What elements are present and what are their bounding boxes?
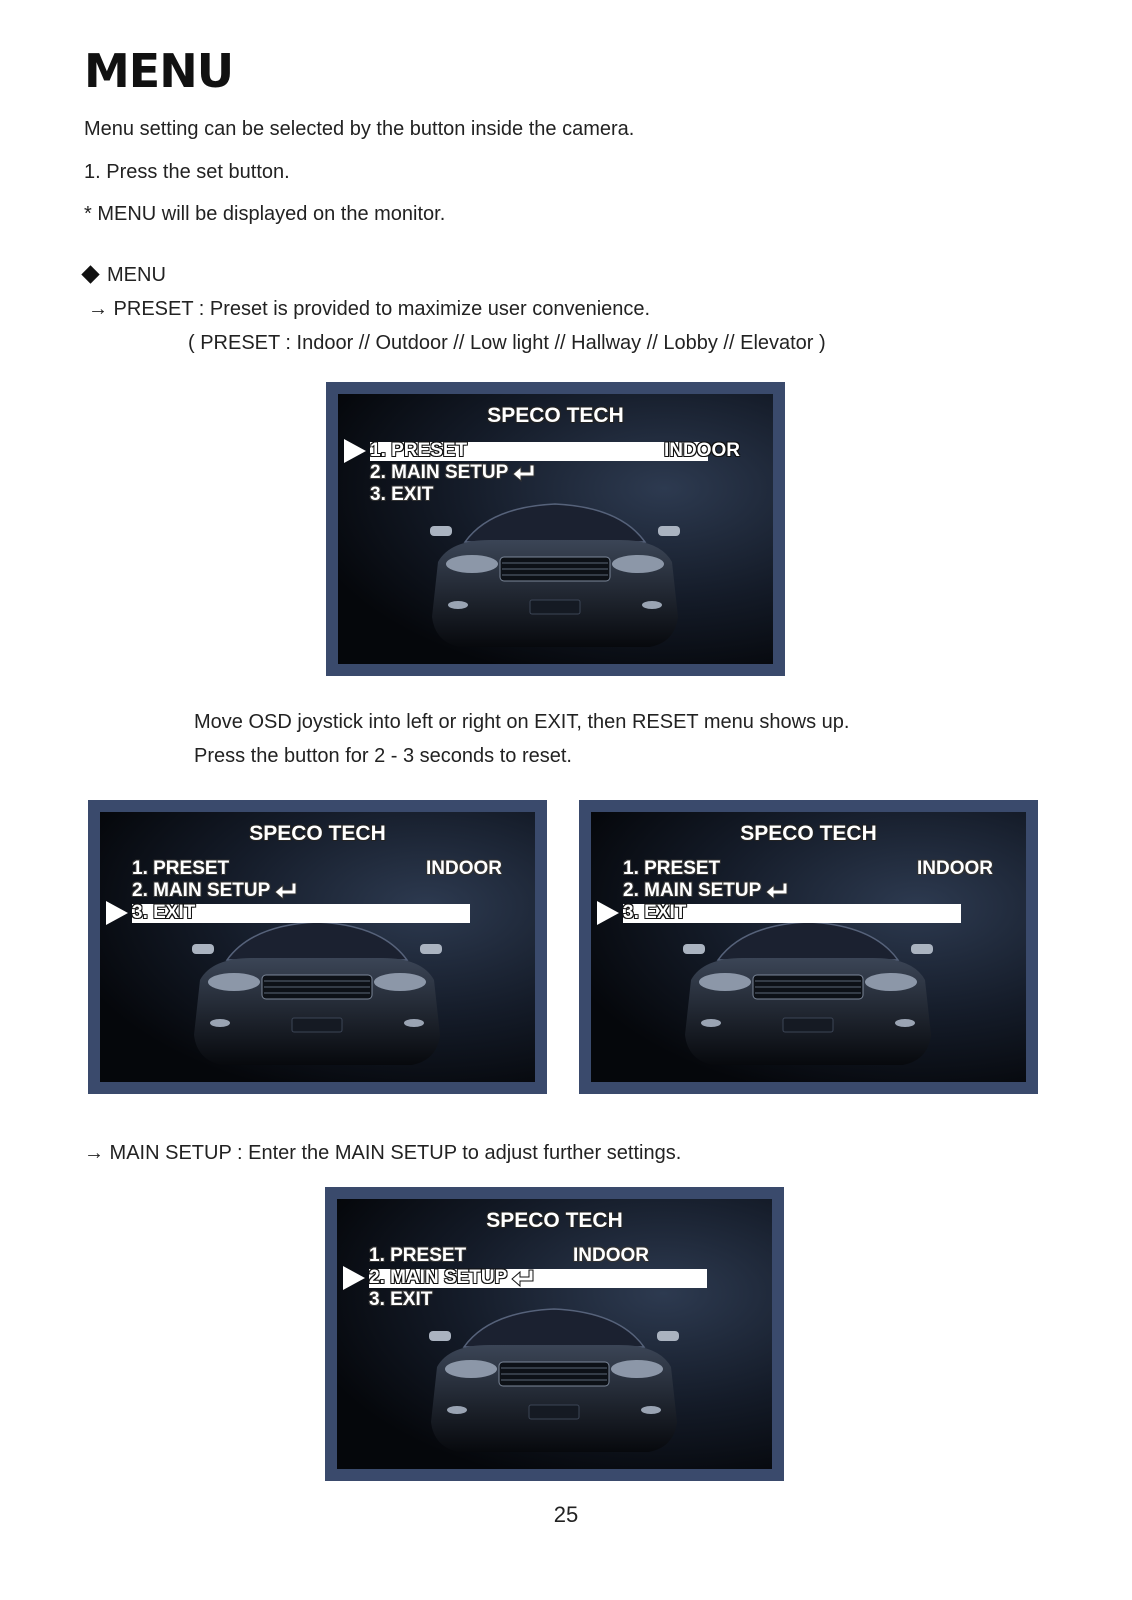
menu-item-main-setup-label: 2. MAIN SETUP xyxy=(370,462,509,483)
menu-item-exit[interactable]: 3. EXIT xyxy=(369,1289,433,1310)
menu-item-main-setup[interactable] xyxy=(132,880,298,902)
menu-item-preset[interactable]: 1. PRESET xyxy=(369,1245,467,1266)
preset-value: INDOOR xyxy=(573,1245,649,1266)
menu-item-main-setup[interactable] xyxy=(623,880,789,902)
exit-instruction-1: Move OSD joystick into left or right on EXIT, then RESET menu shows up. xyxy=(194,711,850,733)
section-heading xyxy=(80,264,166,287)
menu-item-main-setup[interactable] xyxy=(369,1267,535,1289)
osd-screen-exit-selected-a xyxy=(88,800,547,1094)
triangle-right-cursor-icon xyxy=(597,901,619,925)
osd-display xyxy=(338,394,773,664)
osd-title: SPECO TECH xyxy=(487,404,624,427)
section-label: MENU xyxy=(107,264,166,286)
osd-display xyxy=(100,812,535,1082)
triangle-right-cursor-icon xyxy=(343,1266,365,1290)
menu-item-main-setup[interactable] xyxy=(370,462,536,484)
preset-options: ( PRESET : Indoor // Outdoor // Low light // Hallway // Lobby // Elevator ) xyxy=(188,332,826,354)
car-front-image xyxy=(683,920,933,1080)
triangle-right-cursor-icon xyxy=(106,901,128,925)
osd-screen-main-setup-selected xyxy=(325,1187,784,1481)
menu-item-main-setup-label: 2. MAIN SETUP xyxy=(132,880,271,901)
car-front-image xyxy=(429,1307,679,1467)
enter-return-icon xyxy=(511,1269,535,1287)
page-number: 25 xyxy=(553,1502,579,1527)
triangle-right-cursor-icon xyxy=(344,439,366,463)
enter-return-icon xyxy=(512,464,536,482)
menu-item-exit[interactable]: 3. EXIT xyxy=(370,484,434,505)
menu-item-exit[interactable]: 3. EXIT xyxy=(132,902,196,923)
car-front-image xyxy=(192,920,442,1080)
osd-display xyxy=(591,812,1026,1082)
page-title: MENU xyxy=(84,44,234,98)
osd-title: SPECO TECH xyxy=(249,822,386,845)
intro-text: Menu setting can be selected by the button inside the camera. xyxy=(84,118,635,140)
osd-display xyxy=(337,1199,772,1469)
menu-item-preset[interactable]: 1. PRESET xyxy=(623,858,721,879)
menu-item-exit[interactable]: 3. EXIT xyxy=(623,902,687,923)
menu-item-main-setup-label: 2. MAIN SETUP xyxy=(623,880,762,901)
main-setup-description: → MAIN SETUP : Enter the MAIN SETUP to adjust further settings. xyxy=(84,1142,682,1164)
osd-screen-exit-selected-b xyxy=(579,800,1038,1094)
preset-description: → PRESET : Preset is provided to maximize user convenience. xyxy=(88,298,651,320)
menu-item-preset[interactable]: 1. PRESET xyxy=(370,440,468,461)
osd-title: SPECO TECH xyxy=(486,1209,623,1232)
preset-value: INDOOR xyxy=(664,440,740,461)
diamond-bullet-icon xyxy=(81,266,99,284)
osd-title: SPECO TECH xyxy=(740,822,877,845)
preset-value: INDOOR xyxy=(917,858,993,879)
preset-value: INDOOR xyxy=(426,858,502,879)
exit-instruction-2: Press the button for 2 - 3 seconds to reset. xyxy=(194,745,572,767)
osd-screen-preset-selected xyxy=(326,382,785,676)
menu-item-main-setup-label: 2. MAIN SETUP xyxy=(369,1267,508,1288)
enter-return-icon xyxy=(274,882,298,900)
step-1-text: 1. Press the set button. xyxy=(84,161,290,183)
note-text: * MENU will be displayed on the monitor. xyxy=(84,203,446,225)
enter-return-icon xyxy=(765,882,789,900)
car-front-image xyxy=(430,502,680,662)
menu-item-preset[interactable]: 1. PRESET xyxy=(132,858,230,879)
